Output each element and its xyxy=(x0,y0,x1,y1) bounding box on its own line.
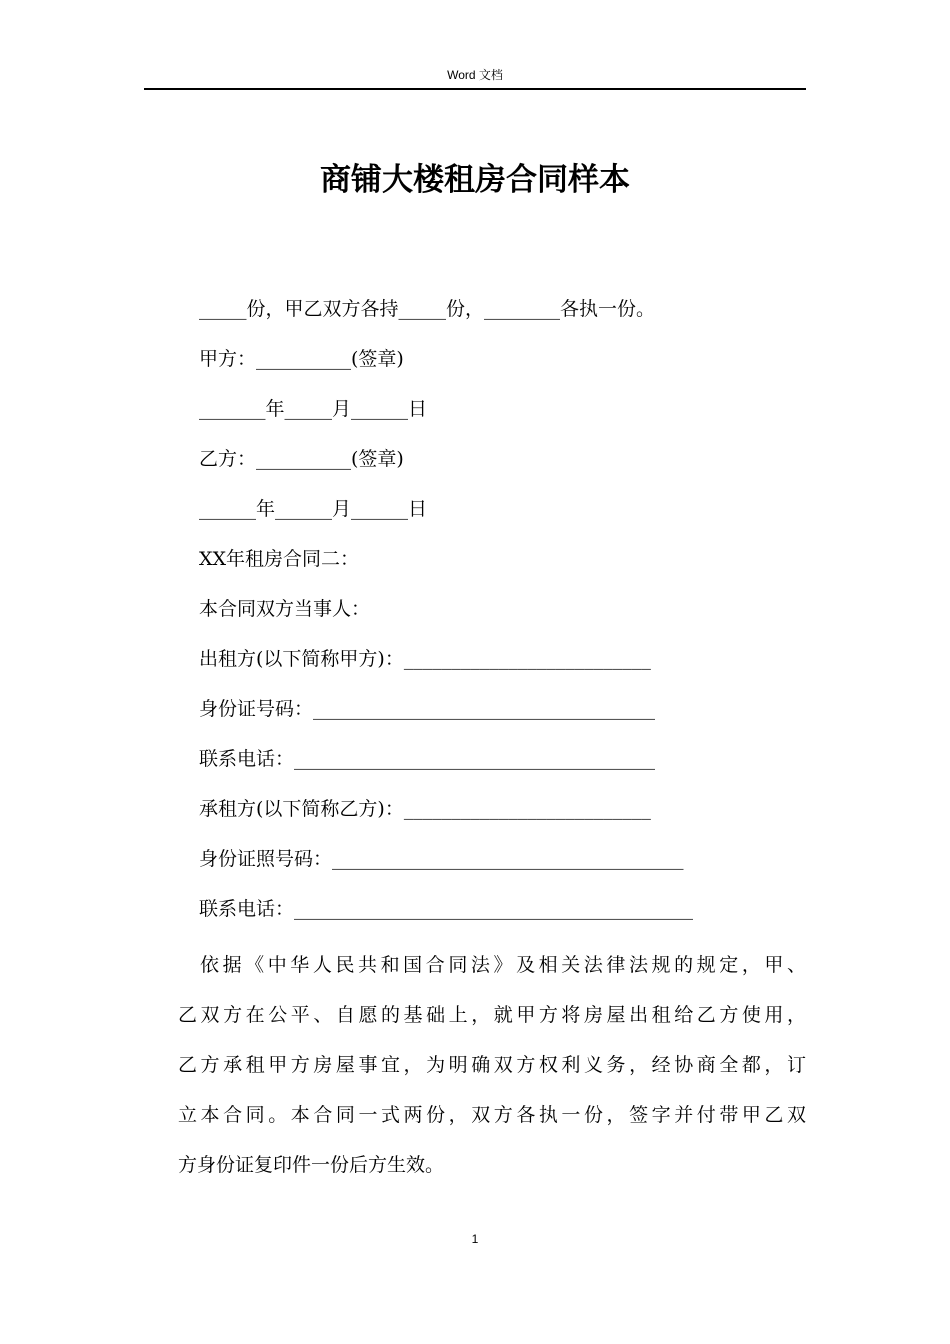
lessor-id-field: 身份证号码：____________________________________ xyxy=(199,698,656,720)
lessor-phone-field: 联系电话：______________________________________ xyxy=(199,748,656,770)
paragraph-line: 依据《中华人民共和国合同法》及相关法律法规的规定，甲、 xyxy=(200,954,806,976)
party-b-signature-line: 乙方：__________(签章) xyxy=(199,448,404,470)
page-number: 1 xyxy=(471,1232,479,1246)
document-title: 商铺大楼租房合同样本 xyxy=(320,162,630,198)
paragraph-line: 方身份证复印件一份后方生效。 xyxy=(178,1154,445,1176)
party-b-date-line: ______年______月______日 xyxy=(199,498,428,520)
parties-label: 本合同双方当事人： xyxy=(199,598,371,620)
paragraph-line: 立本合同。本合同一式两份，双方各执一份，签字并付带甲乙双 xyxy=(178,1104,806,1126)
copies-line: _____份，甲乙双方各持_____份，________各执一份。 xyxy=(199,298,656,320)
section-heading: XX年租房合同二： xyxy=(199,548,360,570)
body-paragraph xyxy=(178,940,806,1190)
paragraph-line: 乙双方在公平、自愿的基础上，就甲方将房屋出租给乙方使用， xyxy=(178,1004,806,1026)
party-a-signature-line: 甲方：__________(签章) xyxy=(199,348,404,370)
paragraph-line: 乙方承租甲方房屋事宜，为明确双方权利义务，经协商全都，订 xyxy=(178,1054,806,1076)
page-header: Word 文档 xyxy=(144,66,806,90)
lessor-field: 出租方(以下简称甲方)：__________________________ xyxy=(199,648,651,670)
lessee-id-field: 身份证照号码：_____________________________________ xyxy=(199,848,684,870)
lessee-field: 承租方(以下简称乙方)：__________________________ xyxy=(199,798,651,820)
party-a-date-line: _______年_____月______日 xyxy=(199,398,428,420)
lessee-phone-field: 联系电话：__________________________________________ xyxy=(199,898,694,920)
